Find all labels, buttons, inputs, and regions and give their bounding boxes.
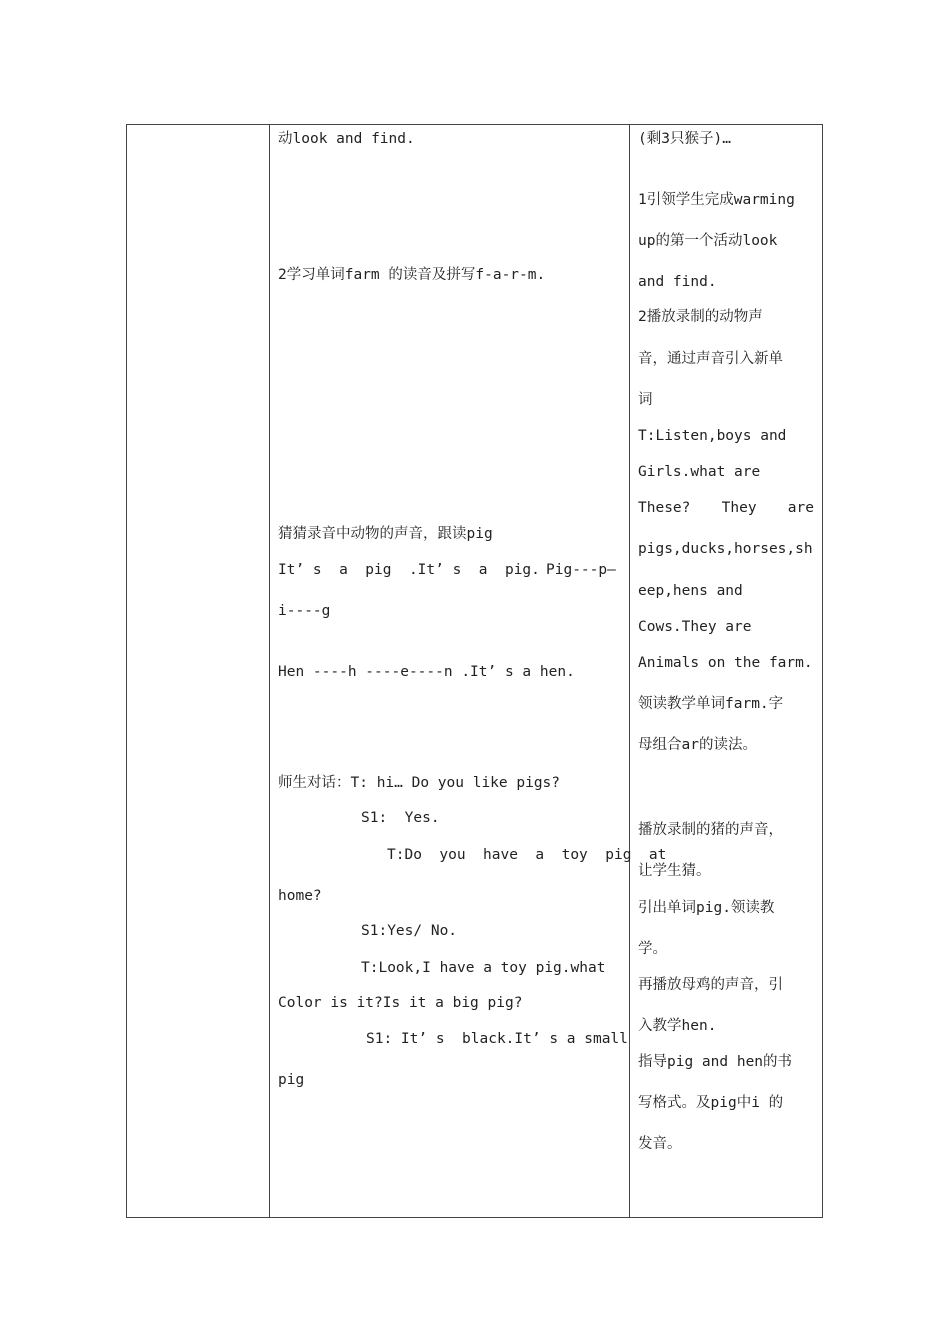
dialogue-line: S1:Yes/ No. [361,923,458,939]
teacher-line: eep,hens and [638,583,743,599]
teacher-word: These? [638,500,691,516]
teacher-line: (剩3只猴子)… [638,131,731,147]
teacher-word: are [787,500,814,516]
activity-line: 2学习单词farm 的读音及拼写f-a-r-m. [278,267,546,283]
activity-line: Pig---p— [546,562,616,578]
teacher-line: 播放录制的猪的声音， [638,822,783,838]
teacher-line: 让学生猜。 [638,863,711,879]
teacher-column [638,125,818,1217]
teacher-line: 指导pig and hen的书 [638,1054,793,1070]
dialogue-line: pig [278,1072,305,1088]
teacher-line: 引出单词pig.领读教 [638,900,775,916]
teacher-line: 词 [638,392,653,408]
dialogue-line: home? [278,888,322,904]
teacher-line: 母组合ar的读法。 [638,737,757,753]
teacher-line: Girls.what are [638,464,761,480]
teacher-line: 音，通过声音引入新单 [638,351,783,367]
teacher-word: They [721,500,757,516]
activity-line: Hen ----h ----e----n .It’ s a hen. [278,664,575,680]
teacher-line: 写格式。及pig中i 的 [638,1095,784,1111]
dialogue-line: T:Do you have a toy pig at [387,847,667,863]
teacher-line: 发音。 [638,1136,682,1152]
teacher-line: 1引领学生完成warming [638,192,795,208]
dialogue-line: T:Look,I have a toy pig.what [361,960,606,976]
teacher-line: Cows.They are [638,619,752,635]
column-divider-1 [269,125,270,1217]
teacher-line: up的第一个活动look [638,233,778,249]
teacher-line: 再播放母鸡的声音，引 [638,977,783,993]
dialogue-line: Color is it?Is it a big pig? [278,995,523,1011]
teacher-line: pigs,ducks,horses,sh [638,541,813,557]
lesson-plan-table [126,124,823,1218]
teacher-line: T:Listen,boys and [638,428,787,444]
activity-line: i----g [278,603,331,619]
left-column-cell [127,125,269,1217]
column-divider-2 [629,125,630,1217]
dialogue-line: S1: It’ s black.It’ s a small [366,1031,628,1047]
teacher-line [638,499,814,517]
dialogue-line: 师生对话：T: hi… Do you like pigs? [278,775,561,791]
teacher-line: 2播放录制的动物声 [638,309,763,325]
teacher-line: Animals on the farm. [638,655,813,671]
activity-line: 猜猜录音中动物的声音，跟读pig [278,526,493,542]
teacher-line: 学。 [638,941,667,957]
teacher-line: 领读教学单词farm.字 [638,696,784,712]
teacher-line: 入教学hen. [638,1018,717,1034]
activity-line: 动look and find. [278,131,415,147]
activity-line: It’ s a pig .It’ s a pig. [278,562,540,578]
dialogue-line: S1: Yes. [361,810,440,826]
teacher-line: and find. [638,274,717,290]
